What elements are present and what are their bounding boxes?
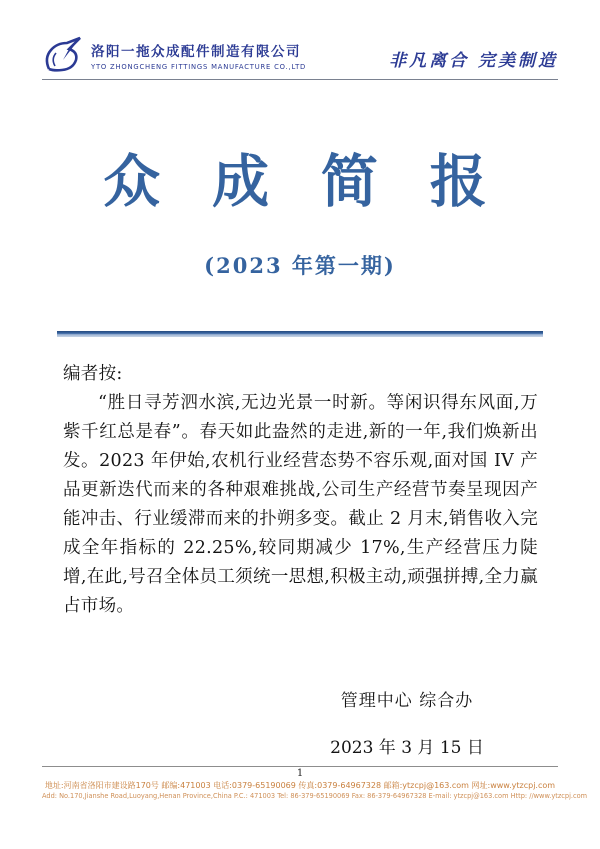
- company-name-en: YTO ZHONGCHENG FITTINGS MANUFACTURE CO.,LTD: [91, 62, 307, 71]
- company-slogan: 非凡离合 完美制造: [389, 51, 558, 71]
- issue-subtitle: (2023 年第一期): [204, 253, 396, 278]
- company-names: [91, 40, 306, 71]
- signature-department: 管理中心 综合办: [340, 691, 474, 711]
- company-name-cn: 洛阳一拖众成配件制造有限公司: [91, 43, 301, 60]
- footer-address-en: Add: No.170,Jianshe Road,Luoyang,Henan Province,China P.C.: 471003 Tel: 86-379-65190069 Fax: 86-379-64967328 E-mail: ytzcpj@163.com Http: //www.ytzcpj.com: [42, 792, 588, 800]
- blue-divider-bar: [57, 331, 543, 337]
- page-number: 1: [296, 768, 304, 779]
- body-text: [63, 360, 538, 621]
- document-title: 众 成 简 报: [103, 148, 497, 215]
- signature-block: [302, 686, 512, 758]
- company-logo-block: [42, 36, 306, 74]
- signature-date: 2023 年 3 月 15 日: [330, 738, 484, 758]
- footer-rule: [42, 766, 558, 767]
- page-footer: [42, 766, 588, 801]
- editor-note-paragraph: “胜日寻芳泗水滨,无边光景一时新。等闲识得东风面,万紫千红总是春”。春天如此盎然的走进,新的一年,我们焕新出发。2023 年伊始,农机行业经营态势不容乐观,面对国 IV 产品更新迭代而来的各种艰难挑战,公司生产经营节奏呈现因产能冲击、行业缓滞而来的扑朔多变。截止 2 月末,销售收入完成全年指标的 22.25%,较同期减少 17%,生产经营压力陡增,在此,号召全体员工须统一思想,积极主动,顽强拼搏,全力赢占市场。: [63, 393, 538, 616]
- footer-address-cn: 地址:河南省洛阳市建设路170号 邮编:471003 电话:0379-65190069 传真:0379-64967328 邮箱:ytzcpj@163.com 网址:www.ytzcpj.com: [44, 781, 556, 790]
- editor-note-label: 编者按:: [63, 364, 123, 384]
- yto-swoosh-logo-icon: [42, 36, 84, 74]
- page-header: [42, 28, 558, 80]
